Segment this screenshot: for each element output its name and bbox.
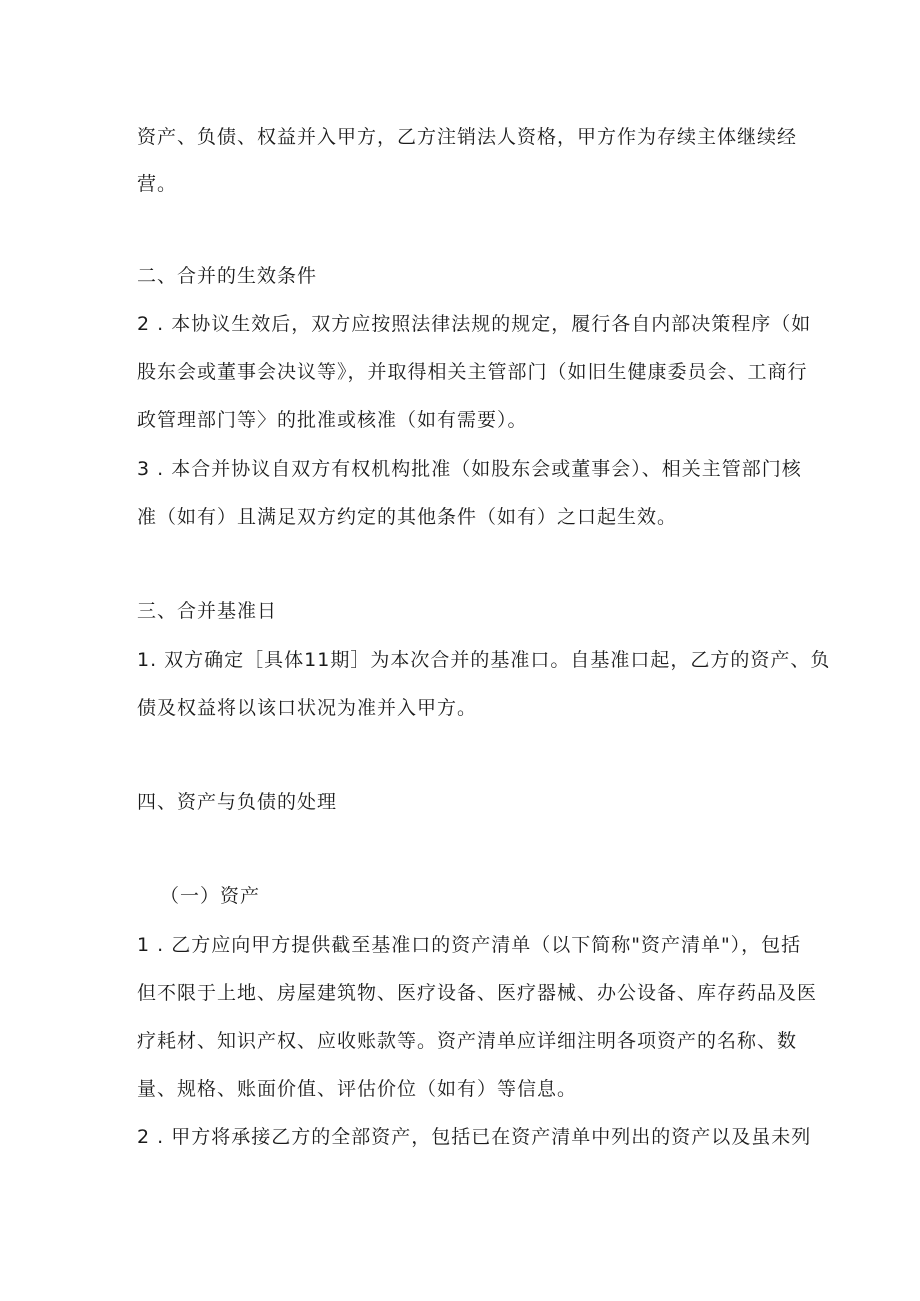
clause-text-line: 1. 双方确定［具体11期］为本次合并的基准口。自基准口起，乙方的资产、负 xyxy=(137,649,831,671)
clause-text-line: 政管理部门等〉的批准或核准（如有需要）。 xyxy=(137,409,528,431)
clause-text-line: 1 . 乙方应向甲方提供截至基准口的资产清单（以下简称"资产清单"），包括 xyxy=(137,934,802,956)
clause-text-line: 2 . 本协议生效后，双方应按照法律法规的规定，履行各自内部决策程序（如 xyxy=(137,313,812,335)
clause-text-line: 疗耗材、知识产权、应收账款等。资产清单应详细注明各项资产的名称、数 xyxy=(137,1030,798,1052)
section-heading: 二、合并的生效条件 xyxy=(137,265,318,287)
clause-text-line: 准（如有）且满足双方约定的其他条件（如有）之口起生效。 xyxy=(137,506,678,528)
clause-text-line: 3 . 本合并协议自双方有权机构批准（如股东会或董事会）、相关主管部门核 xyxy=(137,458,802,480)
body-text-line: 营。 xyxy=(137,173,178,195)
clause-text-line: 但不限于上地、房屋建筑物、医疗设备、医疗器械、办公设备、库存药品及医 xyxy=(137,982,818,1004)
body-text-line: 资产、负债、权益并入甲方，乙方注销法人资格，甲方作为存续主体继续经 xyxy=(137,126,798,148)
clause-text-line: 股东会或董事会决议等》，并取得相关主管部门（如旧生健康委员会、工商行 xyxy=(137,361,808,383)
clause-text-line: 量、规格、账面价值、评估价位（如有）等信息。 xyxy=(137,1078,578,1100)
clause-text-line: 债及权益将以该口状况为准并入甲方。 xyxy=(137,697,478,719)
section-heading: 三、合并基准日 xyxy=(137,600,278,622)
clause-text-line: 2 . 甲方将承接乙方的全部资产，包括已在资产清单中列出的资产以及虽未列 xyxy=(137,1126,812,1148)
section-heading: 四、资产与负债的处理 xyxy=(137,791,338,813)
subsection-heading: （一）资产 xyxy=(160,885,261,907)
